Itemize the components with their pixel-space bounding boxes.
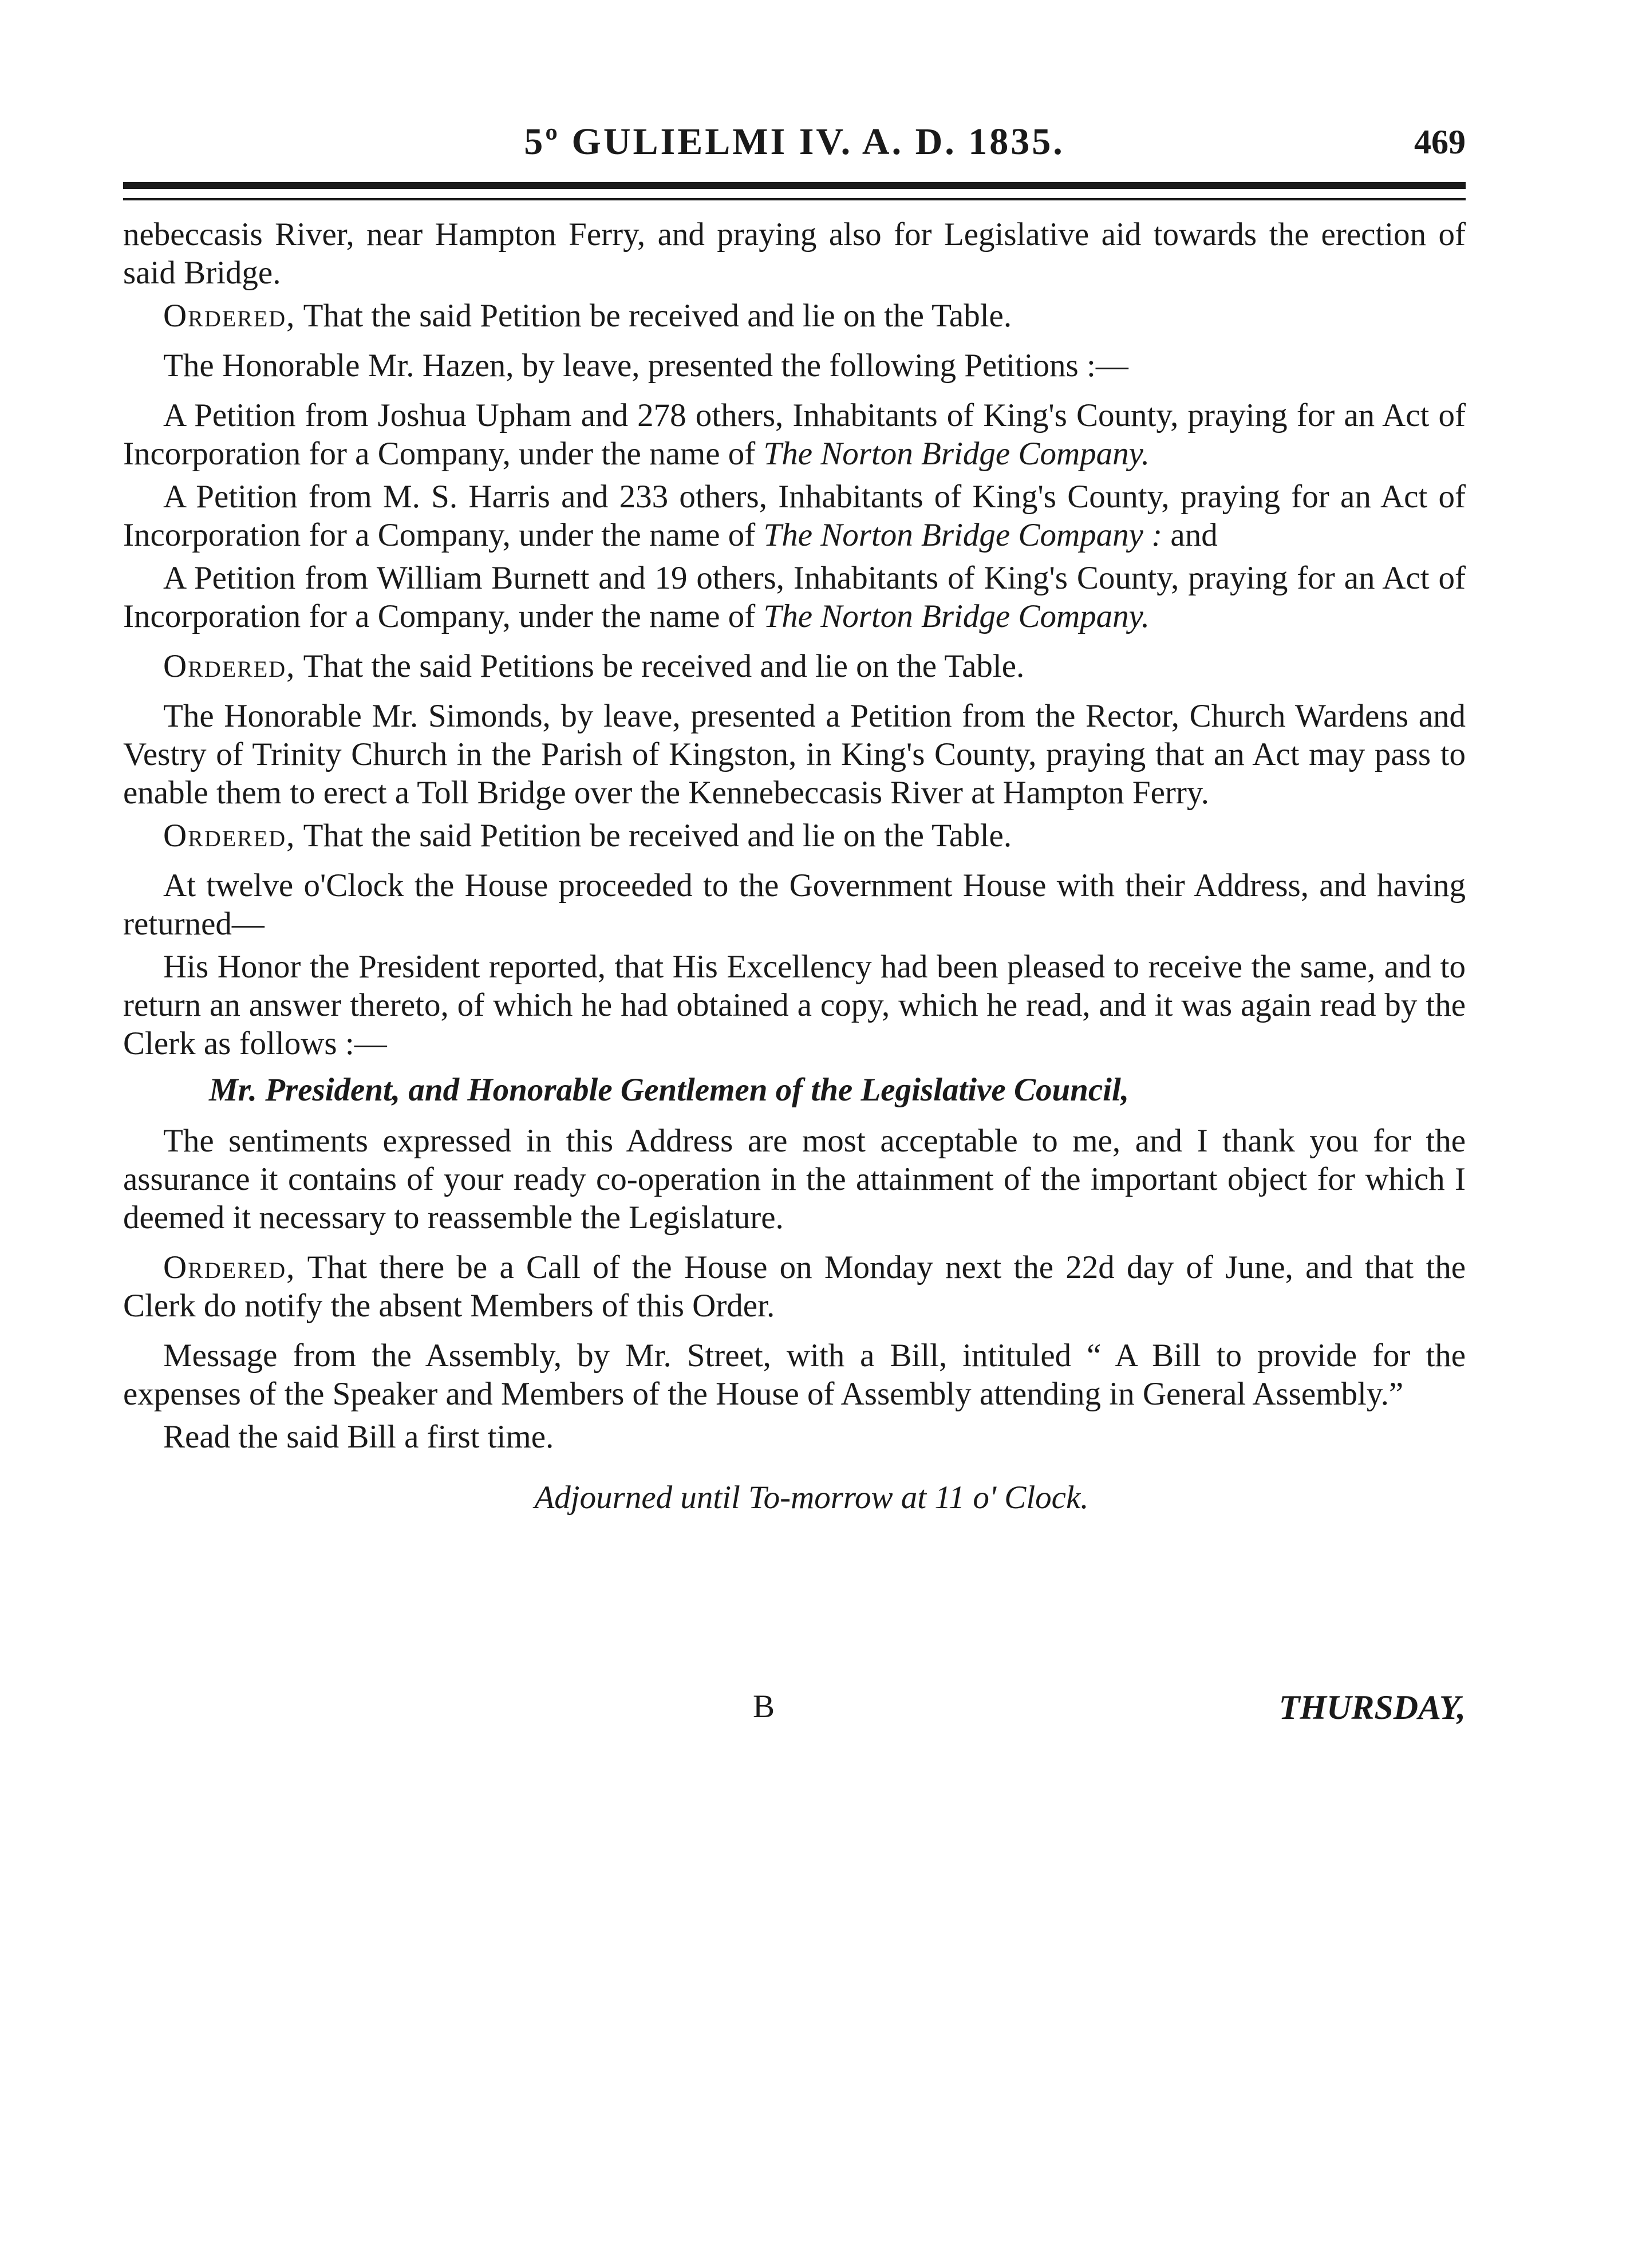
- company-name: The Norton Bridge Company :: [763, 517, 1163, 553]
- paragraph-ordered-2: [123, 647, 1466, 685]
- signature-mark: B: [753, 1689, 775, 1725]
- ordered-label: Ordered,: [163, 298, 296, 334]
- paragraph-president-report: His Honor the President reported, that His Excellency had been pleased to receive the same, and to return an answer thereto, of which he had obtained a copy, which he read, and it was again read by the Clerk as follows :—: [123, 949, 1466, 1062]
- petition-tail: and: [1162, 517, 1218, 553]
- paragraph-ordered-3: [123, 817, 1466, 855]
- ordered-text: That the said Petition be received and lie on the Table.: [295, 298, 1012, 334]
- petition-text: A Petition from M. S. Harris and 233 others, Inhabitants of King's County, praying for an Act of Incorporation for a Company, under the name of: [123, 479, 1466, 553]
- paragraph-government-house: At twelve o'Clock the House proceeded to the Government House with their Address, and having returned—: [123, 867, 1466, 942]
- page-number: 469: [1414, 123, 1466, 161]
- paragraph-petition-harris: [123, 478, 1466, 554]
- ordered-text: That the said Petition be received and lie on the Table.: [295, 818, 1012, 854]
- paragraph-hazen: The Honorable Mr. Hazen, by leave, presented the following Petitions :—: [163, 348, 1128, 384]
- paragraph-ordered-4: [123, 1248, 1466, 1325]
- paragraph-message: Message from the Assembly, by Mr. Street, with a Bill, intituled “ A Bill to provide for the expenses of the Speaker and Members of the House of Assembly attending in General Assembly.”: [123, 1338, 1466, 1412]
- ordered-label: Ordered,: [163, 1249, 296, 1285]
- ordered-text: That there be a Call of the House on Monday next the 22d day of June, and that the Clerk do notify the absent Members of this Order.: [123, 1249, 1466, 1324]
- paragraph-continuation: nebeccasis River, near Hampton Ferry, and praying also for Legislative aid towards the erection of said Bridge.: [123, 216, 1466, 291]
- paragraph-first-reading: Read the said Bill a first time.: [163, 1419, 554, 1455]
- page-header: [123, 115, 1466, 178]
- paragraph-simonds: The Honorable Mr. Simonds, by leave, presented a Petition from the Rector, Church Wardens and Vestry of Trinity Church in the Parish of Kingston, in King's County, praying that an Act may pass to enable them to erect a Toll Bridge over the Kennebeccasis River at Hampton Ferry.: [123, 698, 1466, 811]
- ordered-label: Ordered,: [163, 648, 296, 684]
- running-title: 5º GULIELMI IV. A. D. 1835.: [524, 121, 1065, 163]
- paragraph-ordered-1: [123, 297, 1466, 335]
- address-salutation: Mr. President, and Honorable Gentlemen of the Legislative Council,: [209, 1072, 1130, 1108]
- header-rule: [123, 182, 1466, 200]
- paragraph-petition-upham: [123, 396, 1466, 473]
- company-name: The Norton Bridge Company.: [763, 598, 1150, 634]
- paragraph-answer: The sentiments expressed in this Address are most acceptable to me, and I thank you for the assurance it contains of your ready co-operation in the attainment of the important object for which I deemed it necessary to reassemble the Legislature.: [123, 1123, 1466, 1236]
- ordered-text: That the said Petitions be received and lie on the Table.: [295, 648, 1025, 684]
- ordered-label: Ordered,: [163, 818, 296, 854]
- catchword: THURSDAY,: [1278, 1689, 1466, 1726]
- adjournment-line: Adjourned until To-morrow at 11 o' Clock.: [534, 1480, 1089, 1516]
- document-page: [123, 115, 1466, 1740]
- page-footer: [123, 1688, 1466, 1740]
- company-name: The Norton Bridge Company.: [763, 436, 1150, 472]
- petition-text: A Petition from Joshua Upham and 278 others, Inhabitants of King's County, praying for an Act of Incorporation for a Company, under the name of: [123, 397, 1466, 472]
- paragraph-petition-burnett: [123, 559, 1466, 636]
- petition-text: A Petition from William Burnett and 19 others, Inhabitants of King's County, praying for an Act of Incorporation for a Company, under the name of: [123, 560, 1466, 634]
